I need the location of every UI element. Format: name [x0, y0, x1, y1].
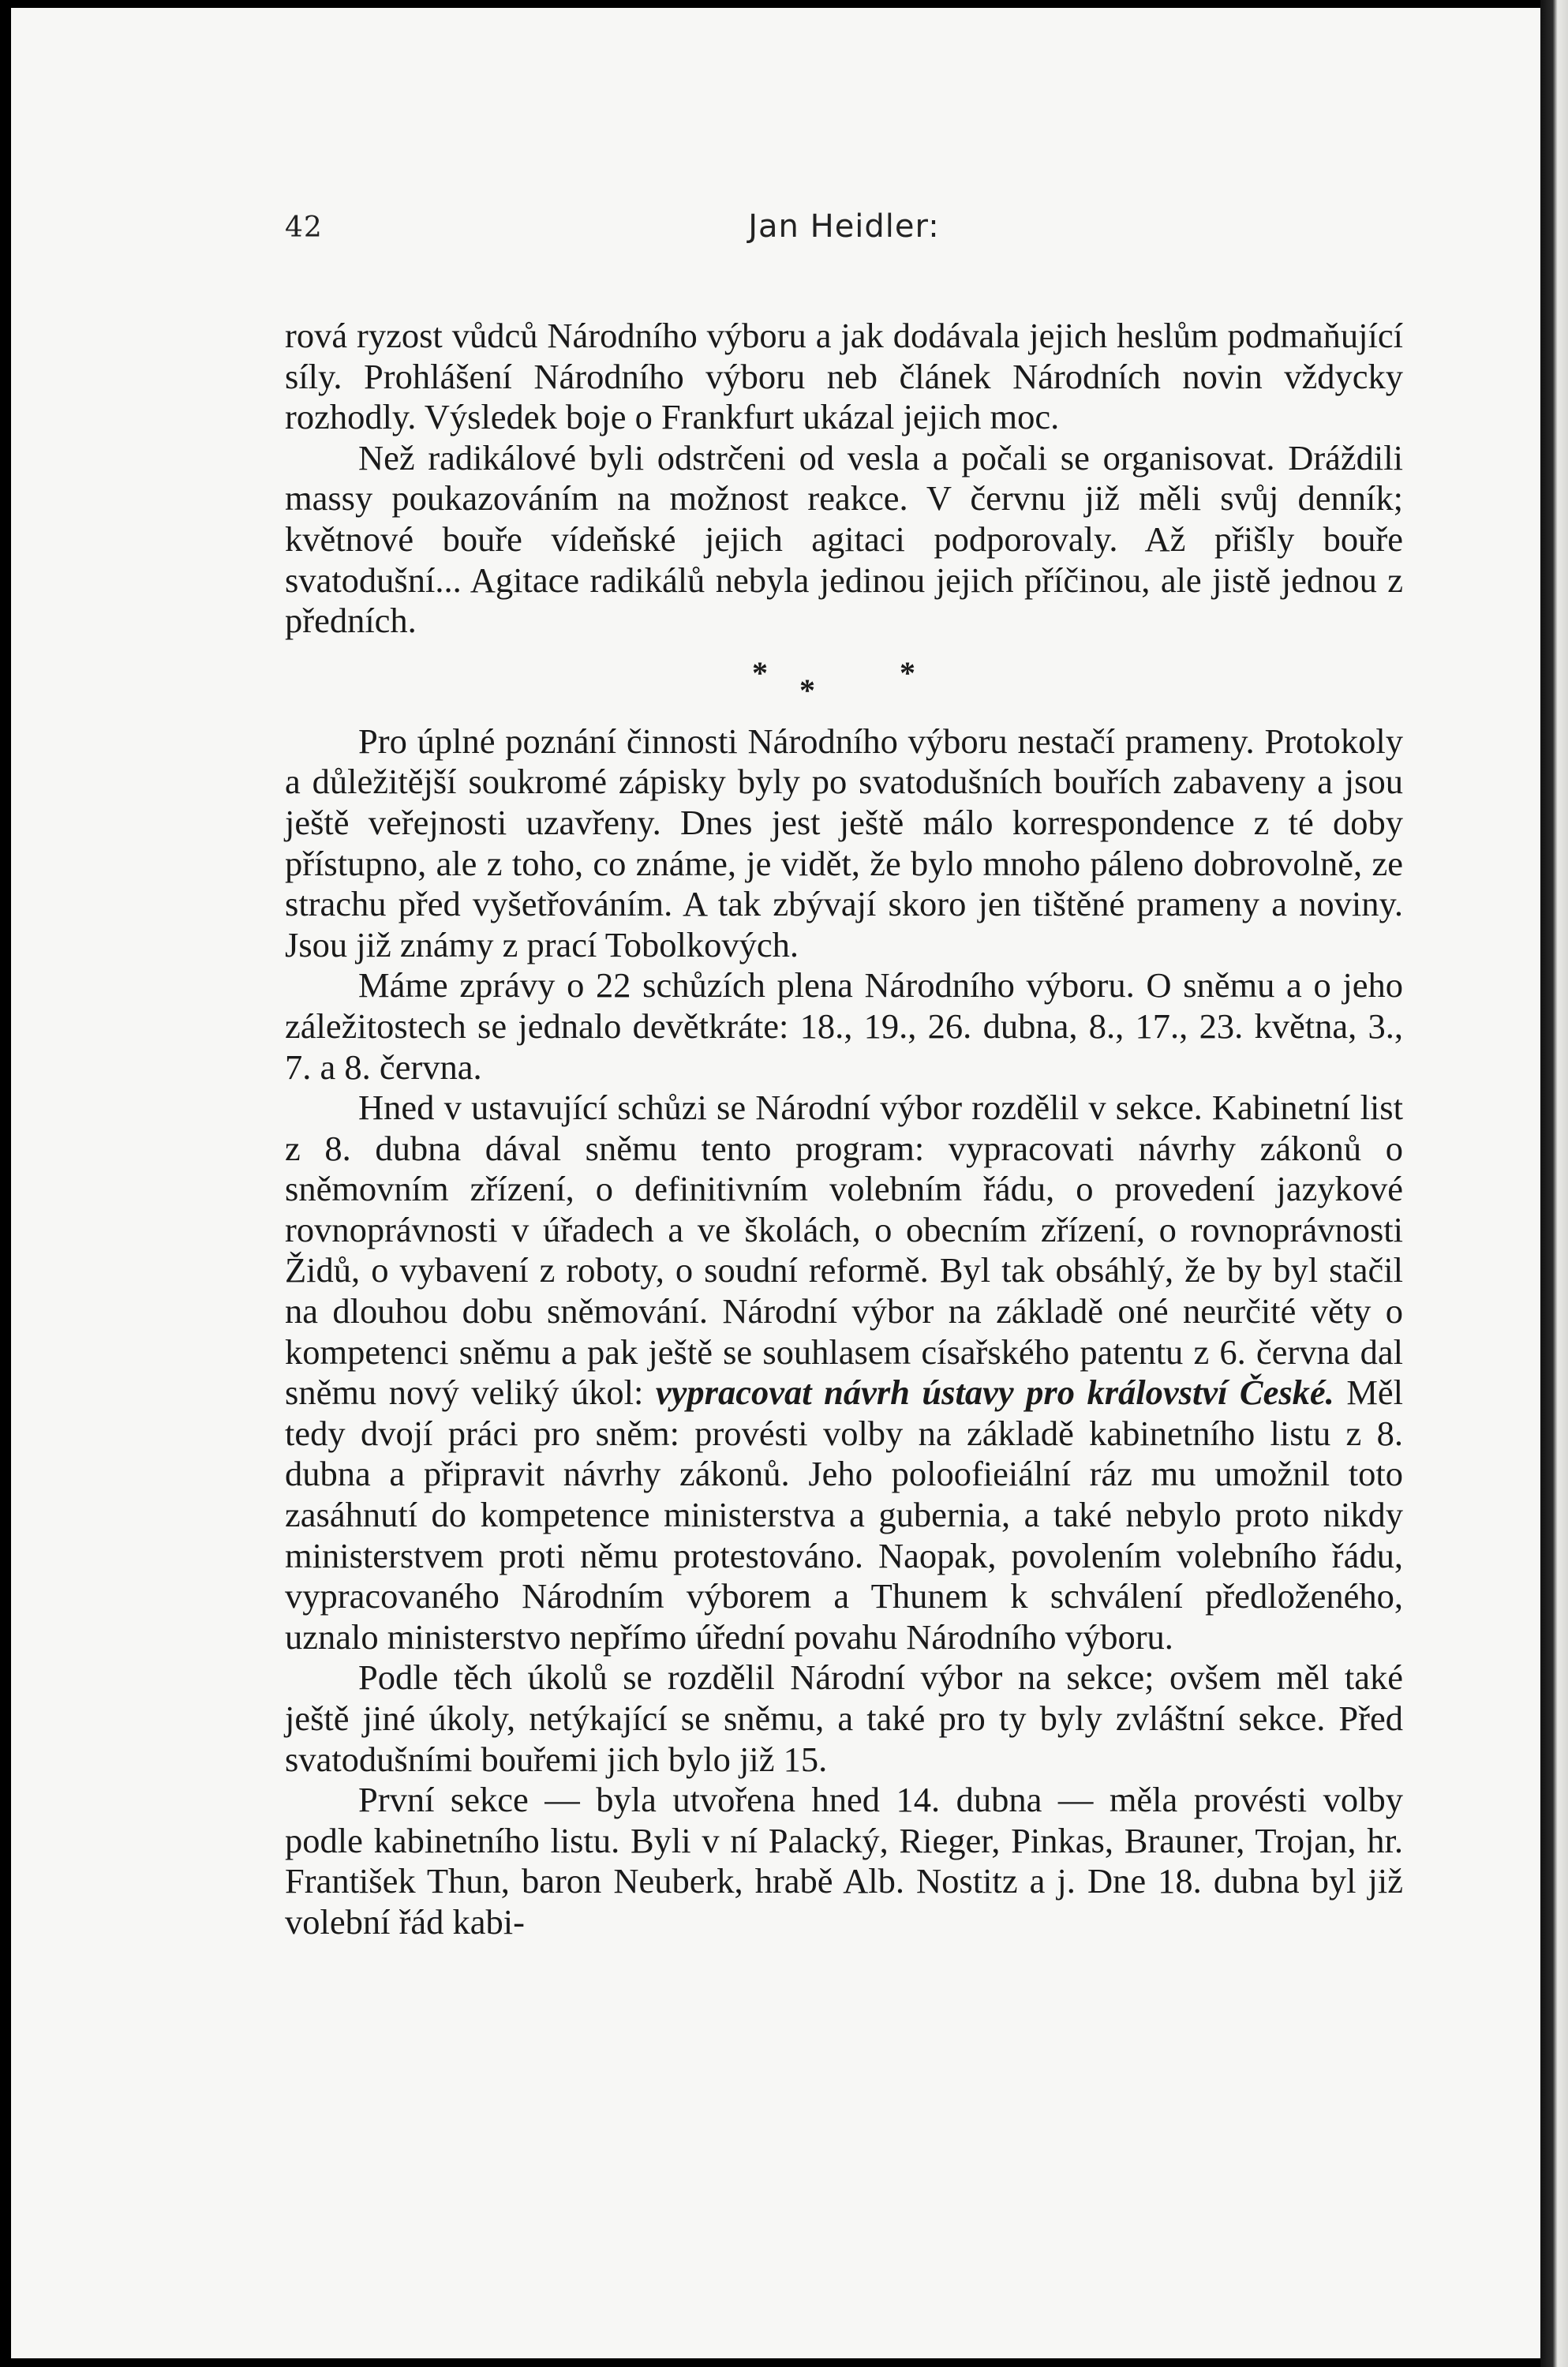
- book-page: [11, 8, 1540, 2358]
- paragraph-6: Podle těch úkolů se rozdělil Národní výbor na sekce; ovšem měl také ještě jiné úkoly, netýkající se sněmu, a také pro ty byly zvláštní sekce. Před svatodušními bouřemi jich bylo již 15.: [285, 1657, 1403, 1779]
- running-head-author: Jan Heidler:: [748, 208, 940, 245]
- text-block: [285, 197, 1403, 1943]
- paragraph-2: Než radikálové byli odstrčeni od vesla a počali se organisovat. Dráždili massy poukazováním na možnost reakce. V červnu již měli svůj denník; květnové bouře vídeňské jejich agitaci podporovaly. Až přišly bouře svatodušní... Agitace radikálů nebyla jedinou jejich příčinou, ale jistě jednou z předních.: [285, 437, 1403, 641]
- paragraph-5-text-end: Měl tedy dvojí práci pro sněm: provésti volby na základě kabinetního listu z 8. dubna a připravit návrhy zákonů. Jeho poloofieiální ráz mu umožnil toto zasáhnutí do kompetence ministerstva a gubernia, a také nebylo proto nikdy ministerstvem proti němu protestováno. Naopak, povolením volebního řádu, vypracovaného Národním výborem a Thunem k schválení předloženého, uznalo ministerstvo nepřímo úřední povahu Národního výboru.: [285, 1373, 1404, 1657]
- paragraph-5-text-start: Hned v ustavující schůzi se Národní výbor rozdělil v sekce. Kabinetní list z 8. dubna dával sněmu tento program: vypracovati návrhy zákonů o sněmovním zřízení, o definitivním volebním řádu, o provedení jazykové rovnoprávnosti v úřadech a ve školách, o obecním zřízení, o rovnoprávnosti Židů, o vybavení z roboty, o soudní reformě. Byl tak obsáhlý, že by byl stačil na dlouhou dobu sněmování. Národní výbor na základě oné neurčité věty o kompetenci sněmu a pak ještě se souhlasem císařského patentu z 6. června dal sněmu nový veliký úkol:: [285, 1088, 1403, 1413]
- paragraph-4: Máme zprávy o 22 schůzích plena Národního výboru. O sněmu a o jeho záležitostech se jednalo devětkráte: 18., 19., 26. dubna, 8., 17., 23. května, 3., 7. a 8. června.: [285, 965, 1403, 1087]
- asterism: *: [799, 672, 815, 708]
- body-text: [285, 316, 1403, 1943]
- paragraph-5: [285, 1088, 1403, 1657]
- paragraph-1: rová ryzost vůdců Národního výboru a jak dodávala jejich heslům podmaňující síly. Prohlášení Národního výboru neb článek Národních novin vždycky rozhodly. Výsledek boje o Frankfurt ukázal jejich moc.: [285, 316, 1403, 437]
- paragraph-3: Pro úplné poznání činnosti Národního výboru nestačí prameny. Protokoly a důležitější soukromé zápisky byly po svatodušních bouřích zabaveny a jsou ještě veřejnosti uzavřeny. Dnes jest ještě málo korrespondence z té doby přístupno, ale z toho, co známe, je vidět, že bylo mnoho páleno dobrovolně, ze strachu před vyšetřováním. A tak zbývají skoro jen tištěné prameny a noviny. Jsou již známy z prací Tobolkových.: [285, 721, 1403, 964]
- paragraph-5-emphasis: vypracovat návrh ústavy pro království České.: [655, 1373, 1334, 1413]
- asterism: *: [752, 654, 768, 691]
- asterism: *: [900, 654, 915, 691]
- running-head: [285, 197, 1403, 253]
- page-number: 42: [285, 212, 323, 244]
- section-divider: [285, 642, 1403, 721]
- page-edge-shadow: [1540, 0, 1568, 2367]
- paragraph-7: První sekce — byla utvořena hned 14. dubna — měla provésti volby podle kabinetního listu. Byli v ní Palacký, Rieger, Pinkas, Brauner, Trojan, hr. František Thun, baron Neuberk, hrabě Alb. Nostitz a j. Dne 18. dubna byl již volební řád kabi-: [285, 1780, 1403, 1942]
